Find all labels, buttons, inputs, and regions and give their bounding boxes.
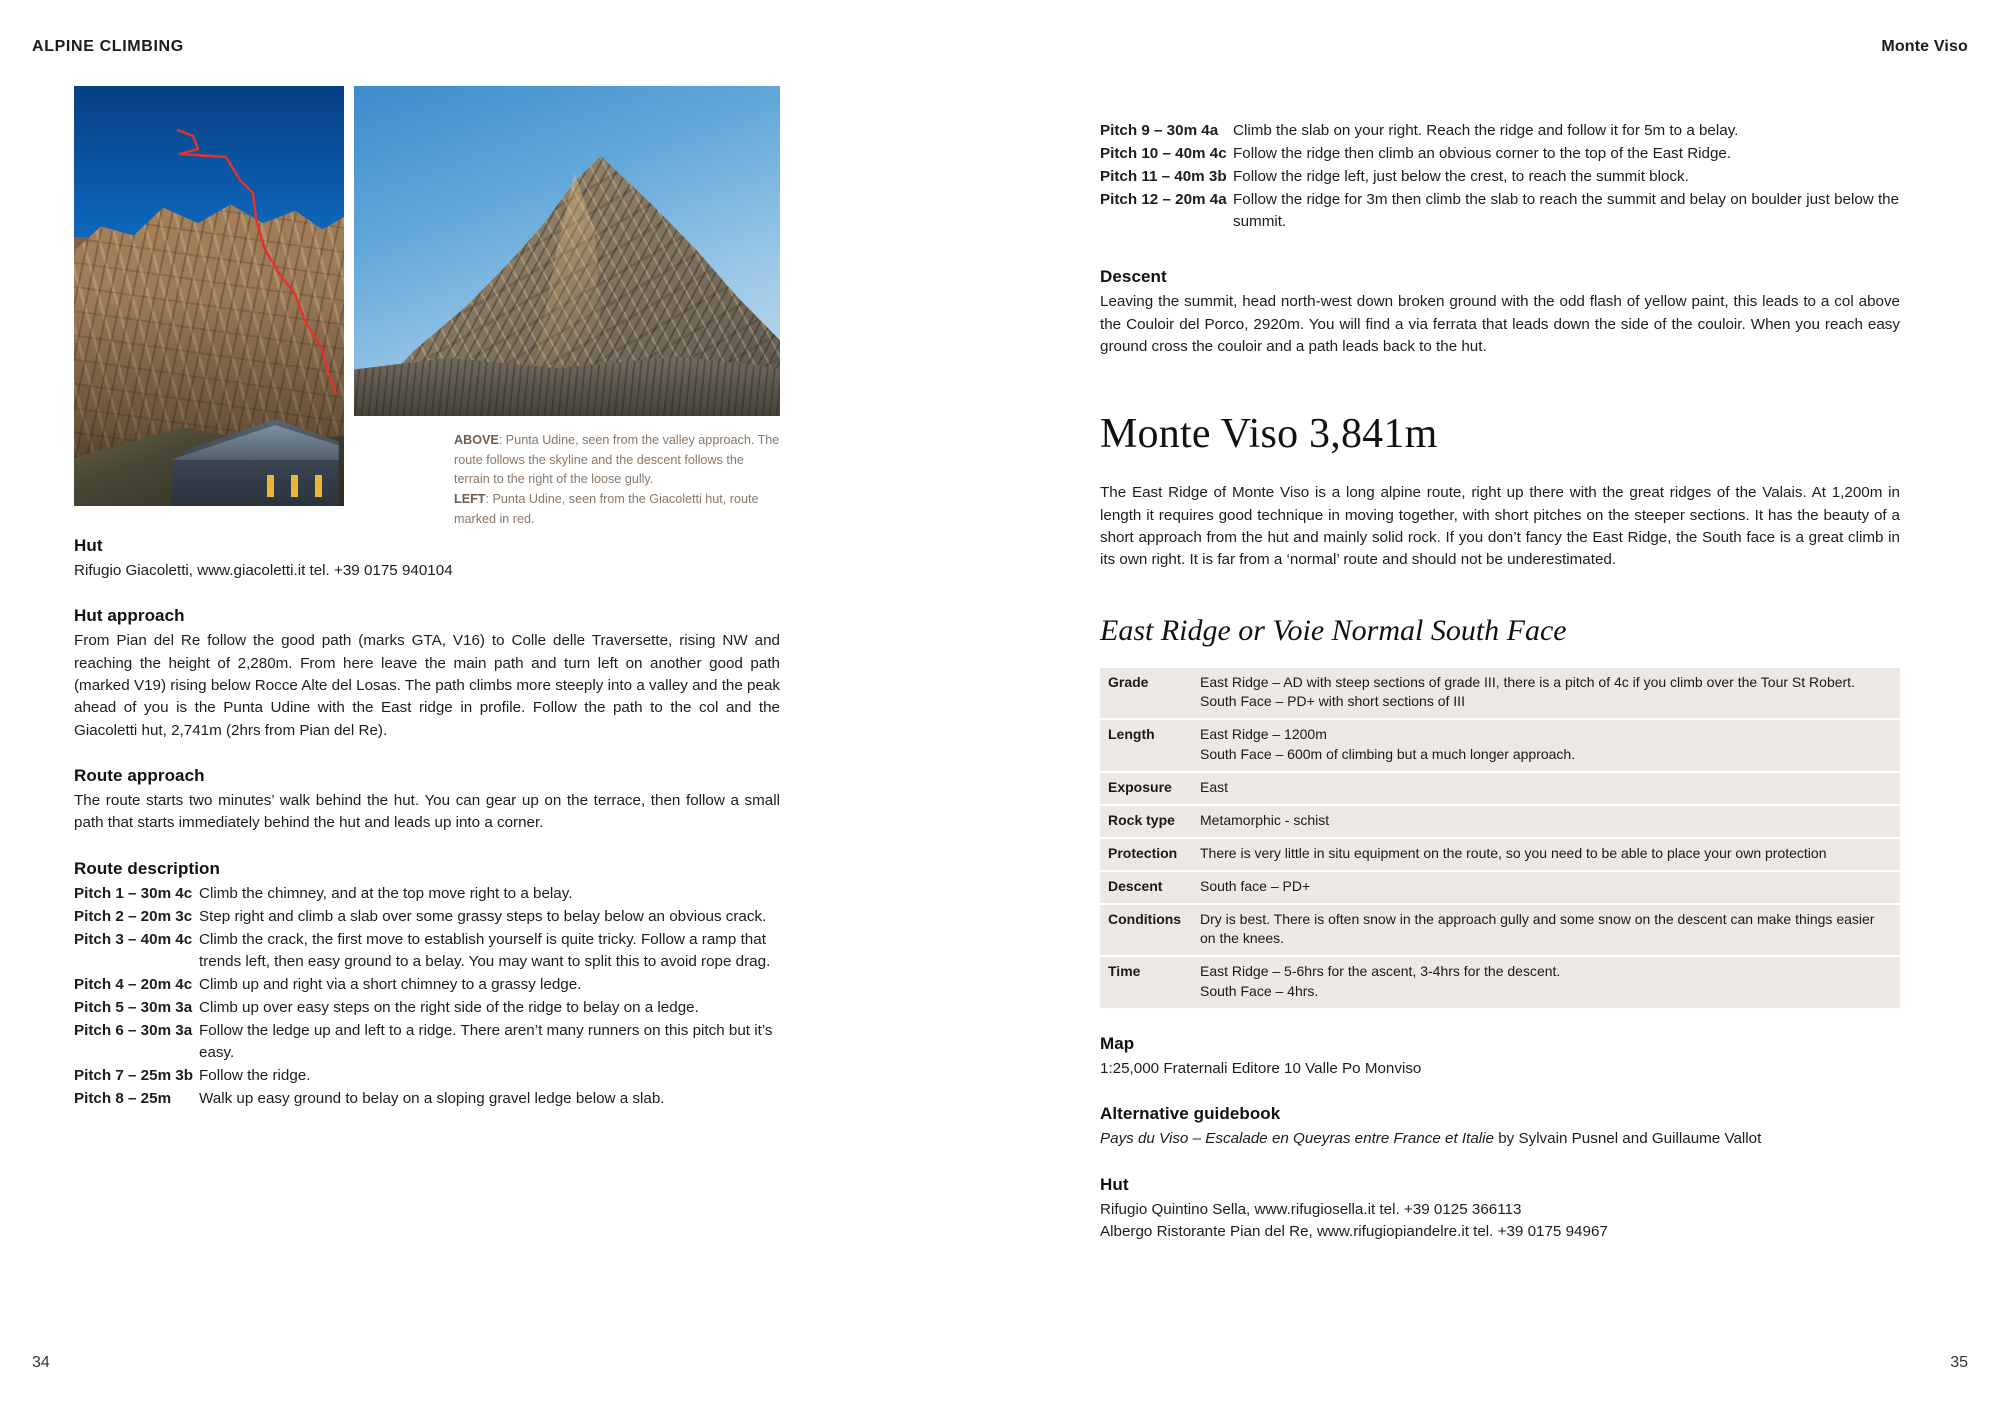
table-row (1100, 956, 1900, 1008)
info-value (1192, 772, 1900, 805)
pitch-text: Walk up easy ground to belay on a sloping gravel ledge below a slab. (199, 1090, 665, 1108)
info-key: Conditions (1100, 904, 1192, 957)
pitch-row (1100, 189, 1900, 233)
page-number-right: 35 (1950, 1354, 1968, 1371)
info-value-line: East (1200, 779, 1229, 796)
section-alt-guidebook (1100, 1104, 1900, 1150)
info-value-line: Dry is best. There is often snow in the approach gully and some snow on the descent can make things easier on the knees. (1200, 910, 1875, 947)
info-value-line: Metamorphic - schist (1200, 811, 1330, 828)
info-value (1192, 668, 1900, 720)
pitch-label: Pitch 8 – 25m (74, 1090, 172, 1108)
pitch-row (74, 997, 780, 1019)
info-value-line: South face – PD+ (1200, 877, 1311, 894)
pitch-row (1100, 120, 1900, 142)
pitch-row (74, 1020, 780, 1064)
route-title: Monte Viso 3,841m (1100, 411, 1438, 458)
pitch-row (74, 883, 780, 905)
left-page-column (74, 86, 780, 1111)
alt-guidebook-text (1100, 1128, 1900, 1150)
photo-row (74, 86, 780, 526)
descent-text: Leaving the summit, head north-west down broken ground with the odd flash of yellow paint, this leads to a col above the Couloir del Porco, 2920m. You will find a via ferrata that leads down the side of the couloir. When you reach easy ground cross the couloir and a path leads back to the hut. (1100, 293, 1900, 355)
route-approach-text: The route starts two minutes’ walk behind the hut. You can gear up on the terrace, then follow a small path that starts immediately behind the hut and leads up into a corner. (74, 792, 780, 832)
table-row (1100, 719, 1900, 772)
pitch-label: Pitch 1 – 30m 4c (74, 884, 193, 902)
route-title-block (1100, 410, 1900, 458)
pitch-row (74, 1065, 780, 1087)
pitch-label: Pitch 12 – 20m 4a (1100, 191, 1227, 209)
route-subtitle-block (1100, 614, 1900, 648)
table-row (1100, 668, 1900, 720)
section-hut-right (1100, 1175, 1900, 1244)
page-number-left: 34 (32, 1354, 50, 1371)
pitch-row (74, 974, 780, 996)
info-key: Exposure (1100, 772, 1192, 805)
info-key: Rock type (1100, 805, 1192, 838)
info-value-line: East Ridge – AD with steep sections of grade III, there is a pitch of 4c if you climb over the Tour St Robert. (1200, 673, 1855, 690)
hut-right-line1: Rifugio Quintino Sella, www.rifugiosella.it tel. +39 0125 366113 (1100, 1200, 1522, 1218)
info-key: Protection (1100, 838, 1192, 871)
route-line-overlay (74, 86, 344, 506)
pitch-text: Climb the slab on your right. Reach the ridge and follow it for 5m to a belay. (1233, 122, 1739, 139)
table-row (1100, 805, 1900, 838)
hut-heading: Hut (74, 536, 103, 555)
pitch-row (1100, 166, 1900, 188)
pitch-row (74, 929, 780, 973)
route-info-table (1100, 668, 1900, 1009)
pitch-label: Pitch 2 – 20m 3c (74, 907, 193, 925)
info-key: Grade (1100, 668, 1192, 720)
section-hut-approach (74, 606, 780, 742)
alt-guidebook-author: by Sylvain Pusnel and Guillaume Vallot (1493, 1130, 1762, 1148)
right-page-column (1100, 118, 1900, 1243)
section-descent (1100, 267, 1900, 358)
pitch-label: Pitch 3 – 40m 4c (74, 930, 193, 948)
pitch-label: Pitch 11 – 40m 3b (1100, 168, 1227, 186)
route-intro-text: The East Ridge of Monte Viso is a long alpine route, right up there with the great ridges of the Valais. At 1,200m in length it requires good technique in moving together, with short pitches on the steeper sections. It has the beauty of a short approach from the hut and mainly solid rock. If you don’t fancy the East Ridge, the South face is a great climb in its own right. It is far from a ‘normal’ route and should not be underestimated. (1100, 484, 1900, 569)
section-route-approach (74, 766, 780, 835)
pitch-list-right (1100, 120, 1900, 233)
pitch-label: Pitch 6 – 30m 3a (74, 1021, 193, 1039)
pitch-label: Pitch 4 – 20m 4c (74, 975, 193, 993)
alt-guidebook-title: Pays du Viso – Escalade en Queyras entre France et Italie (1100, 1130, 1494, 1148)
pitch-text: Follow the ridge for 3m then climb the slab to reach the summit and belay on boulder just below the summit. (1233, 191, 1900, 231)
pitch-label: Pitch 5 – 30m 3a (74, 998, 193, 1016)
hut-text: Rifugio Giacoletti, www.giacoletti.it tel. +39 0175 940104 (74, 562, 453, 579)
section-hut (74, 536, 780, 582)
pitch-text: Climb up and right via a short chimney to a grassy ledge. (199, 975, 582, 993)
running-head-left: ALPINE CLIMBING (32, 38, 184, 55)
hut-right-heading: Hut (1100, 1174, 1129, 1194)
photo-giacoletti-hut (74, 86, 344, 506)
descent-heading: Descent (1100, 267, 1167, 287)
pitch-text: Follow the ridge then climb an obvious corner to the top of the East Ridge. (1233, 145, 1732, 163)
pitch-text: Follow the ridge. (199, 1067, 311, 1084)
caption-above-text: : Punta Udine, seen from the valley approach. The route follows the skyline and the descent follows the terrain to the right of the loose gully. (454, 433, 780, 487)
route-description-heading: Route description (74, 858, 220, 878)
route-approach-heading: Route approach (74, 766, 205, 786)
photo-punta-udine (354, 86, 780, 416)
info-key: Time (1108, 963, 1141, 980)
pitch-label: Pitch 7 – 25m 3b (74, 1067, 194, 1084)
info-value-line: South Face – 4hrs. (1200, 983, 1319, 1000)
info-value (1192, 904, 1900, 957)
info-value-line: East Ridge – 1200m (1200, 726, 1327, 743)
pitch-label: Pitch 9 – 30m 4a (1100, 122, 1219, 139)
info-value-line: There is very little in situ equipment on the route, so you need to be able to place your own protection (1200, 844, 1827, 861)
info-key: Descent (1100, 871, 1192, 904)
pitch-text: Follow the ledge up and left to a ridge. There aren’t many runners on this pitch but it’s easy. (199, 1021, 773, 1061)
caption-left-label: LEFT (454, 491, 486, 506)
pitch-text: Follow the ridge left, just below the crest, to reach the summit block. (1233, 168, 1689, 186)
pitch-row (1100, 143, 1900, 165)
info-key: Length (1100, 719, 1192, 772)
hut-right-line2: Albergo Ristorante Pian del Re, www.rifugiopiandelre.it tel. +39 0175 94967 (1100, 1223, 1608, 1241)
pitch-text: Climb up over easy steps on the right side of the ridge to belay on a ledge. (199, 998, 699, 1016)
info-value-line: East Ridge – 5-6hrs for the ascent, 3-4hrs for the descent. (1200, 963, 1561, 980)
info-value (1192, 838, 1900, 871)
table-row (1100, 838, 1900, 871)
hut-approach-text: From Pian del Re follow the good path (marks GTA, V16) to Colle delle Traversette, rising NW and reaching the height of 2,280m. From here leave the main path and turn left on another good path (marked V19) rising below Rocce Alte del Losas. The path climbs more steeply into a valley and the peak ahead of you is the Punta Udine with the East ridge in profile. Follow the path to the col and the Giacoletti hut, 2,741m (2hrs from Pian del Re). (74, 632, 780, 739)
section-map (1100, 1034, 1900, 1080)
info-value (1192, 805, 1900, 838)
pitch-row (74, 1088, 780, 1110)
pitch-text: Climb the crack, the first move to establish yourself is quite tricky. Follow a ramp that trends left, then easy ground to a belay. You may want to split this to avoid rope drag. (199, 930, 771, 970)
hut-approach-heading: Hut approach (74, 606, 185, 626)
alt-guidebook-heading: Alternative guidebook (1100, 1104, 1281, 1124)
caption-above-label: ABOVE (454, 433, 499, 447)
info-value-line: South Face – 600m of climbing but a much longer approach. (1200, 746, 1576, 763)
pitch-text: Climb the chimney, and at the top move right to a belay. (199, 884, 573, 902)
info-value-line: South Face – PD+ with short sections of III (1200, 693, 1465, 710)
pitch-row (74, 906, 780, 928)
pitch-text: Step right and climb a slab over some grassy steps to belay below an obvious crack. (199, 907, 767, 925)
section-route-description (74, 859, 780, 1110)
running-head-right: Monte Viso (1881, 38, 1968, 55)
pitch-label: Pitch 10 – 40m 4c (1100, 145, 1227, 163)
table-row (1100, 904, 1900, 957)
caption-left-text: : Punta Udine, seen from the Giacoletti hut, route marked in red. (454, 491, 759, 526)
table-row (1100, 871, 1900, 904)
info-value (1192, 956, 1900, 1008)
info-value (1192, 871, 1900, 904)
map-heading: Map (1100, 1034, 1135, 1054)
photo-caption (454, 431, 780, 529)
table-row (1100, 772, 1900, 805)
map-text: 1:25,000 Fraternali Editore 10 Valle Po Monviso (1100, 1060, 1422, 1078)
route-subtitle: East Ridge or Voie Normal South Face (1100, 613, 1567, 647)
info-value (1192, 719, 1900, 772)
pitch-list-left (74, 883, 780, 1110)
